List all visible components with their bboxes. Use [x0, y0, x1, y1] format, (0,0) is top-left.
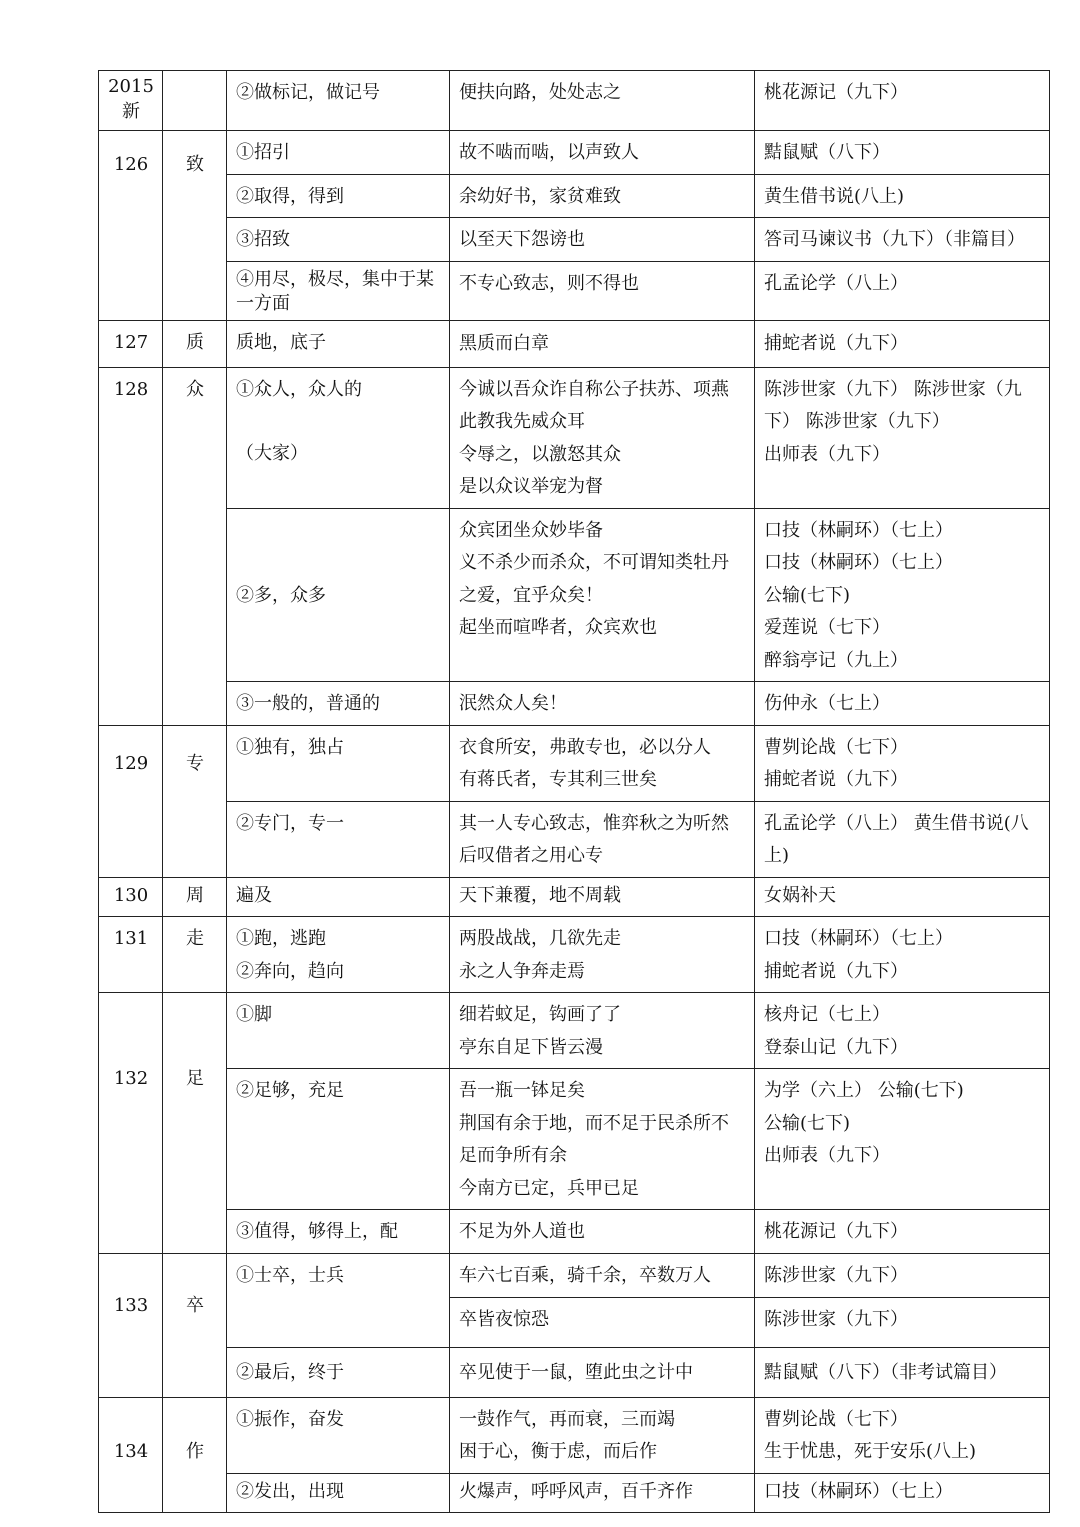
- example-cell: 便扶向路，处处志之: [450, 71, 755, 131]
- vocabulary-table: [98, 70, 1050, 1513]
- example-cell: 天下兼覆，地不周载: [450, 877, 755, 917]
- source-cell: 曹刿论战（七下） 捕蛇者说（九下）: [755, 725, 1050, 801]
- example-cell: 今诚以吾众诈自称公子扶苏、项燕此教我先威众耳 令辱之，以激怒其众 是以众议举宠为督: [450, 367, 755, 508]
- table-row: [99, 993, 1050, 1069]
- example-cell: 一鼓作气，再而衰，三而竭 困于心，衡于虑，而后作: [450, 1397, 755, 1473]
- entry-char: 卒: [163, 1253, 227, 1397]
- table-row: [99, 1253, 1050, 1297]
- source-cell: 伤仲永（七上）: [755, 682, 1050, 726]
- entry-char: 作: [163, 1397, 227, 1513]
- example-cell: 不专心致志，则不得也: [450, 261, 755, 320]
- meaning-cell: ①众人，众人的 （大家）: [227, 367, 450, 508]
- meaning-cell: ①士卒，士兵: [227, 1253, 450, 1347]
- entry-char: 质: [163, 320, 227, 367]
- entry-char: 众: [163, 367, 227, 725]
- table-row: [99, 367, 1050, 508]
- entry-char: 专: [163, 725, 227, 877]
- meaning-cell: ②专门，专一: [227, 801, 450, 877]
- table-row: [99, 174, 1050, 218]
- entry-char: 足: [163, 993, 227, 1254]
- table-row: [99, 1397, 1050, 1473]
- example-cell: 细若蚊足，钩画了了 亭东自足下皆云漫: [450, 993, 755, 1069]
- meaning-cell: ②最后，终于: [227, 1347, 450, 1397]
- example-cell: 众宾团坐众妙毕备 义不杀少而杀众，不可谓知类牡丹之爱，宜乎众矣！ 起坐而喧哗者，众宾欢也: [450, 508, 755, 682]
- source-cell: 桃花源记（九下）: [755, 1210, 1050, 1254]
- meaning-cell: ③一般的，普通的: [227, 682, 450, 726]
- source-cell: 黠鼠赋（八下）（非考试篇目）: [755, 1347, 1050, 1397]
- entry-number: 126: [99, 131, 163, 321]
- meaning-cell: 质地，底子: [227, 320, 450, 367]
- meaning-cell: ②做标记，做记号: [227, 71, 450, 131]
- example-cell: 不足为外人道也: [450, 1210, 755, 1254]
- source-cell: 口技（林嗣环）（七上） 口技（林嗣环）（七上） 公输(七下) 爱莲说（七下） 醉翁亭记（九上）: [755, 508, 1050, 682]
- source-cell: 曹刿论战（七下） 生于忧患，死于安乐(八上): [755, 1397, 1050, 1473]
- table-row: [99, 320, 1050, 367]
- table-row: [99, 71, 1050, 131]
- entry-number: 127: [99, 320, 163, 367]
- meaning-cell: ④用尽，极尽，集中于某一方面: [227, 261, 450, 320]
- entry-number: 128: [99, 367, 163, 725]
- source-cell: 陈涉世家（九下）: [755, 1297, 1050, 1347]
- table-row: [99, 725, 1050, 801]
- example-cell: 卒皆夜惊恐: [450, 1297, 755, 1347]
- example-cell: 两股战战，几欲先走 永之人争奔走焉: [450, 917, 755, 993]
- source-cell: 黠鼠赋（八下）: [755, 131, 1050, 175]
- table-row: [99, 218, 1050, 262]
- source-cell: 女娲补天: [755, 877, 1050, 917]
- example-cell: 以至天下怨谤也: [450, 218, 755, 262]
- example-cell: 火爆声，呼呼风声，百千齐作: [450, 1473, 755, 1513]
- source-cell: 口技（林嗣环）（七上）: [755, 1473, 1050, 1513]
- source-cell: 核舟记（七上） 登泰山记（九下）: [755, 993, 1050, 1069]
- meaning-cell: ①振作，奋发: [227, 1397, 450, 1473]
- entry-number: 133: [99, 1253, 163, 1397]
- source-cell: 口技（林嗣环）（七上） 捕蛇者说（九下）: [755, 917, 1050, 993]
- table-row: [99, 1210, 1050, 1254]
- entry-number: 2015 新: [99, 71, 163, 131]
- source-cell: 陈涉世家（九下） 陈涉世家（九下） 陈涉世家（九下） 出师表（九下）: [755, 367, 1050, 508]
- table-row: [99, 508, 1050, 682]
- meaning-cell: ②取得，得到: [227, 174, 450, 218]
- meaning-cell: ①独有，独占: [227, 725, 450, 801]
- table-row: [99, 261, 1050, 320]
- example-cell: 衣食所安，弗敢专也，必以分人 有蒋氏者，专其利三世矣: [450, 725, 755, 801]
- example-cell: 其一人专心致志，惟弈秋之为听然后叹借者之用心专: [450, 801, 755, 877]
- entry-char: [163, 71, 227, 131]
- meaning-cell: ②足够，充足: [227, 1069, 450, 1210]
- entry-number: 129: [99, 725, 163, 877]
- entry-number: 130: [99, 877, 163, 917]
- entry-number: 131: [99, 917, 163, 993]
- table-row: [99, 877, 1050, 917]
- source-cell: 陈涉世家（九下）: [755, 1253, 1050, 1297]
- source-cell: 孔孟论学（八上） 黄生借书说(八上): [755, 801, 1050, 877]
- table-row: [99, 131, 1050, 175]
- table-row: [99, 1069, 1050, 1210]
- table-row: [99, 682, 1050, 726]
- meaning-cell: 遍及: [227, 877, 450, 917]
- source-cell: 捕蛇者说（九下）: [755, 320, 1050, 367]
- example-cell: 余幼好书，家贫难致: [450, 174, 755, 218]
- meaning-cell: ②发出，出现: [227, 1473, 450, 1513]
- source-cell: 答司马谏议书（九下）（非篇目）: [755, 218, 1050, 262]
- meaning-cell: ①脚: [227, 993, 450, 1069]
- example-cell: 卒见使于一鼠，堕此虫之计中: [450, 1347, 755, 1397]
- meaning-cell: ③值得，够得上，配: [227, 1210, 450, 1254]
- example-cell: 车六七百乘，骑千余，卒数万人: [450, 1253, 755, 1297]
- source-cell: 孔孟论学（八上）: [755, 261, 1050, 320]
- entry-char: 致: [163, 131, 227, 321]
- example-cell: 故不啮而啮，以声致人: [450, 131, 755, 175]
- meaning-cell: ②多，众多: [227, 508, 450, 682]
- table-row: [99, 917, 1050, 993]
- table-row: [99, 801, 1050, 877]
- meaning-cell: ③招致: [227, 218, 450, 262]
- example-cell: 泯然众人矣！: [450, 682, 755, 726]
- meaning-cell: ①跑，逃跑 ②奔向，趋向: [227, 917, 450, 993]
- table-row: [99, 1473, 1050, 1513]
- entry-number: 132: [99, 993, 163, 1254]
- entry-number: 134: [99, 1397, 163, 1513]
- entry-char: 走: [163, 917, 227, 993]
- example-cell: 黑质而白章: [450, 320, 755, 367]
- source-cell: 桃花源记（九下）: [755, 71, 1050, 131]
- source-cell: 为学（六上） 公输(七下) 公输(七下) 出师表（九下）: [755, 1069, 1050, 1210]
- example-cell: 吾一瓶一钵足矣 荆国有余于地，而不足于民杀所不足而争所有余 今南方已定，兵甲已足: [450, 1069, 755, 1210]
- source-cell: 黄生借书说(八上): [755, 174, 1050, 218]
- meaning-cell: ①招引: [227, 131, 450, 175]
- entry-char: 周: [163, 877, 227, 917]
- table-row: [99, 1347, 1050, 1397]
